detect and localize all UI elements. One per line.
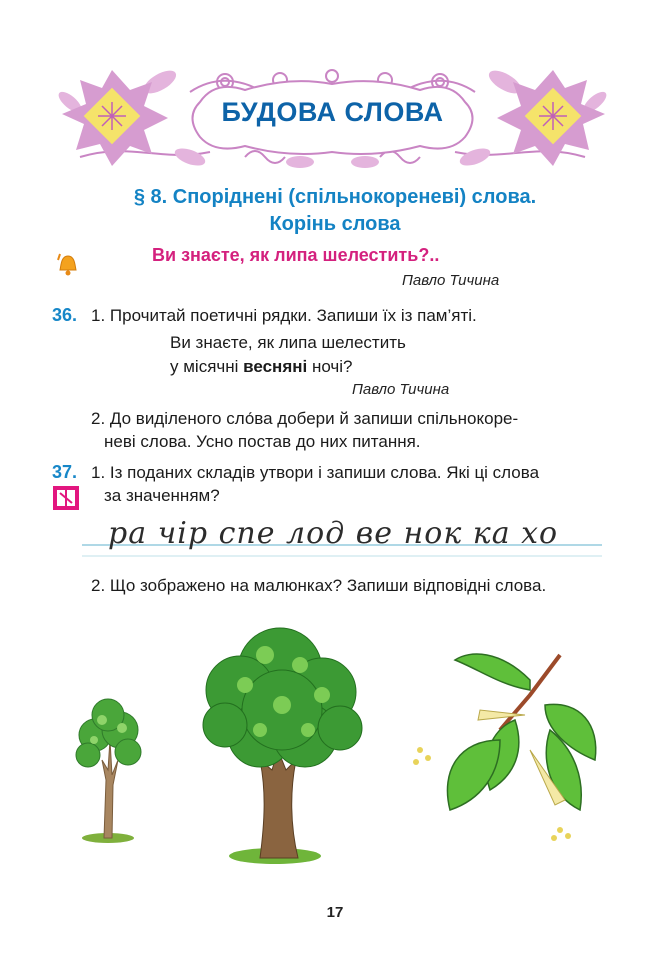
exercise-37-task-1-line-2: за значенням? [104, 486, 220, 505]
poem-line-2-end: ночі? [307, 357, 353, 376]
poem-line-1: Ви знаєте, як липа шелестить [170, 333, 406, 352]
exercise-37-number: 37. [52, 462, 78, 482]
poem-line-2 [170, 355, 353, 379]
writing-icon [52, 485, 80, 516]
exercise-36-number: 36. [52, 305, 78, 325]
illustrations [60, 610, 620, 870]
chapter-title: БУДОВА СЛОВА [221, 97, 444, 127]
poem-line-2-start: у місячні [170, 357, 244, 376]
epigraph-author: Павло Тичина [402, 272, 500, 289]
epigraph-text: Ви знаєте, як липа шелестить?.. [152, 245, 440, 265]
linden-branch-illustration [413, 654, 596, 841]
exercise-36-task-2-line-1: 2. До виділеного сло́ва добери й запиши спільнокоре- [91, 409, 519, 428]
highlighted-word: весняні [243, 357, 308, 376]
page-number: 17 [326, 904, 344, 921]
poem-author: Павло Тичина [352, 381, 450, 398]
exercise-36-task-2-line-2: неві слова. Усно постав до них питання. [104, 432, 421, 451]
section-heading-line-1: § 8. Споріднені (спільнокореневі) слова. [133, 186, 537, 208]
cursive-syllables-area [82, 512, 602, 562]
exercise-37-task-2: 2. Що зображено на малюнках? Запиши відповідні слова. [91, 576, 547, 595]
cursive-syllables: ра чір спе лод ве нок ка хо [108, 516, 559, 551]
linden-tree-illustration [203, 628, 362, 864]
chapter-banner [40, 62, 625, 172]
section-heading [40, 184, 630, 238]
bell-icon [54, 250, 82, 283]
young-tree-illustration [76, 699, 141, 843]
exercise-37-task-1-line-1: 1. Із поданих складів утвори і запиши слова. Які ці слова [91, 463, 540, 482]
section-heading-line-2: Корінь слова [269, 213, 401, 235]
exercise-36-task-1: 1. Прочитай поетичні рядки. Запиши їх із пам’яті. [91, 306, 477, 325]
